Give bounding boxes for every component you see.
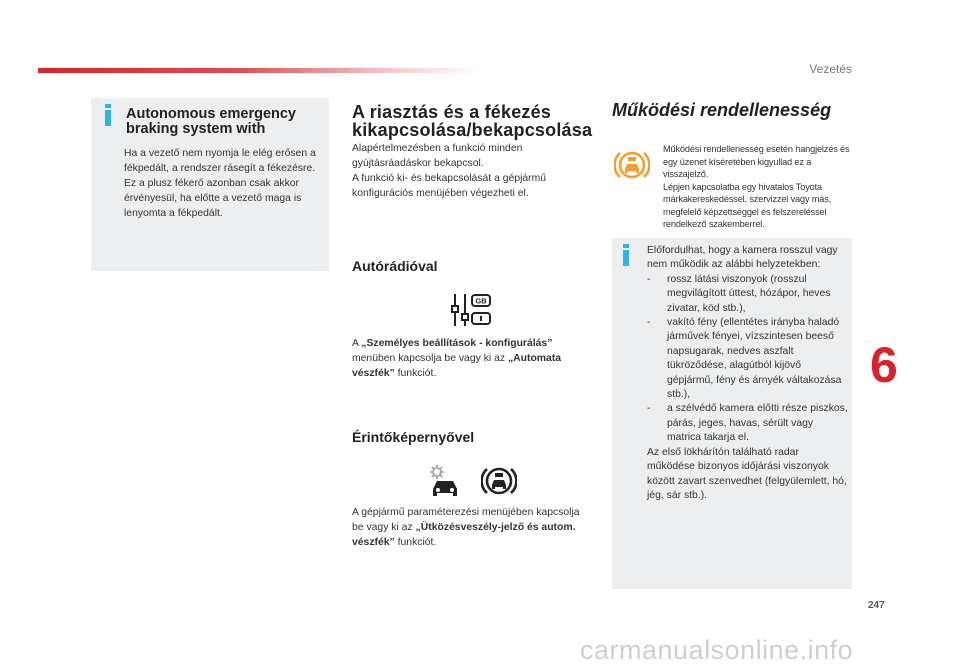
header-red-bar [38,68,478,73]
radio-heading: Autórádióval [352,258,438,274]
col1-text: Ha a vezető nem nyomja le elég erősen a fékpedált, a rendszer rásegít a fékezésre. Ez a plusz fékerő azonban csak akkor érvényesül, ha előtte a vezető maga is lenyomta a fékpedált. [124,148,316,219]
list-item: - vakító fény (ellentétes irányba haladó járművek fényei, vízszintesen beeső napsugarak, nedves aszfalt tükröződése, alagútból kijövő gépjármű, fény és árnyék váltakozása stb.), [647,317,842,401]
touch-heading: Érintőképernyővel [352,429,475,445]
car-settings-icon [427,463,463,499]
watermark: carmanualsonline.info [580,635,854,665]
section-label: Vezetés [809,62,852,76]
radio-settings-icon [450,292,496,328]
list-item: - rossz látási viszonyok (rosszul megvilágított úttest, hózápor, heves zivatar, köd stb.), [647,273,831,314]
info-icon [103,104,113,126]
touch-text: A gépjármű paraméterezési menüjében kapcsolja be vagy ki az „Ütközésveszély-jelző és autom. vészfék” funkciót. [352,507,580,548]
info-icon [621,244,631,266]
collision-brake-icon [481,463,517,499]
col3-title: Működési rendellenesség [612,100,832,120]
radio-text: A „Személyes beállítások - konfigurálás” menüben kapcsolja be vagy ki az „Automata vészfék” funkciót. [352,338,562,379]
list-item: - a szélvédő kamera előtti része piszkos, párás, jeges, havas, sérült vagy matrica takarja el. [647,403,848,444]
page-number: 247 [868,600,885,611]
svg-text:GB: GB [475,296,487,306]
col2-title: A riasztás és a fékezés kikapcsolása/bekapcsolása [352,102,593,140]
radar-info-text: Az első lökhárítón található radar működése bizonyos időjárási viszonyok között zavart szenvedhet (felgyülemlett, hó, jég, sár stb.). [647,446,847,501]
warning-indicator-icon [614,147,650,183]
chapter-number: 6 [870,337,898,393]
camera-info-intro: Előfordulhat, hogy a kamera rosszul vagy nem működik az alábbi helyzetekben: [647,245,838,271]
warning-text: Működési rendellenesség esetén hangjelzés és egy üzenet kíséretében kigyullad ez a visszajelző. Lépjen kapcsolatba egy hivatalos Toyota márkakereskedéssel, szervizzel vagy más, megfelelő képzettséggel és felszereléssel rendelkező szakemberrel. [663,144,850,229]
col1-title: Autonomous emergency braking system with [126,106,296,137]
camera-info-text [647,244,849,503]
col2-intro: Alapértelmezésben a funkció minden gyújtásráadáskor bekapcsol. A funkció ki- és bekapcsolását a gépjármű konfigurációs menüjében végezheti el. [352,143,547,199]
